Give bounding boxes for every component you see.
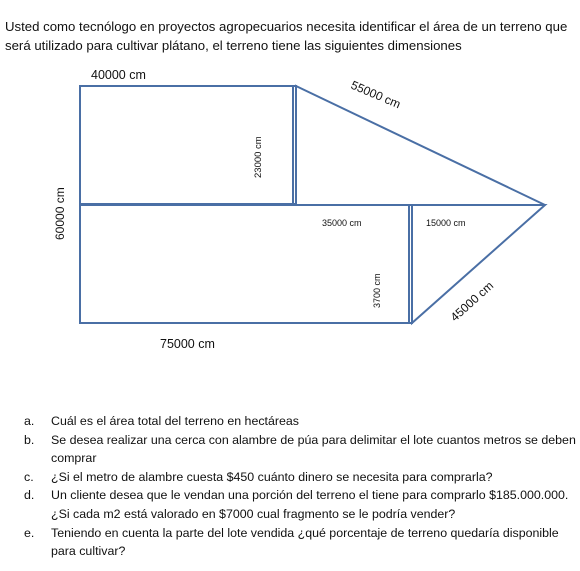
question-marker: a.: [24, 414, 35, 428]
terrain-outline: [80, 86, 545, 323]
lower-rectangle: [80, 205, 412, 323]
question-item: [24, 431, 576, 468]
problem-statement: Usted como tecnólogo en proyectos agropecuarios necesita identificar el área de un terreno que será utilizado para cultivar plátano, el terreno tiene las siguientes dimensiones: [5, 19, 568, 54]
question-item: [24, 468, 576, 487]
label-middle-width: 35000 cm: [322, 218, 362, 228]
question-item: [24, 486, 576, 523]
question-marker: d.: [24, 488, 35, 503]
label-top-width: 40000 cm: [91, 68, 146, 82]
label-top-slant: 55000 cm: [348, 77, 403, 112]
question-text: Se desea realizar una cerca con alambre de púa para delimitar el lote cuantos metros se deben comprar: [51, 432, 576, 466]
question-item: [24, 524, 576, 561]
upper-triangle: [296, 86, 545, 205]
label-right-width: 15000 cm: [426, 218, 466, 228]
question-list: [24, 412, 576, 561]
label-bottom-width: 75000 cm: [160, 337, 215, 351]
question-text: Un cliente desea que le vendan una porción del terreno el tiene para comprarlo $185.000.000. ¿Si cada m2 está valorado en $7000 cual fragmento se le podría vender?: [51, 488, 569, 521]
question-marker: b.: [24, 432, 35, 447]
label-small-height: 3700 cm: [372, 273, 382, 308]
question-item: [24, 412, 576, 431]
question-text: Cuál es el área total del terreno en hectáreas: [51, 414, 299, 428]
question-text: Teniendo en cuenta la parte del lote vendida ¿qué porcentaje de terreno quedaría disponible para cultivar?: [51, 525, 559, 559]
question-text: ¿Si el metro de alambre cuesta $450 cuánto dinero se necesita para comprarla?: [51, 469, 493, 484]
question-marker: c.: [24, 469, 34, 484]
label-inner-height: 23000 cm: [253, 136, 264, 178]
label-left-height: 60000 cm: [53, 187, 67, 240]
label-bottom-slant: 45000 cm: [447, 278, 497, 325]
question-marker: e.: [24, 525, 35, 540]
